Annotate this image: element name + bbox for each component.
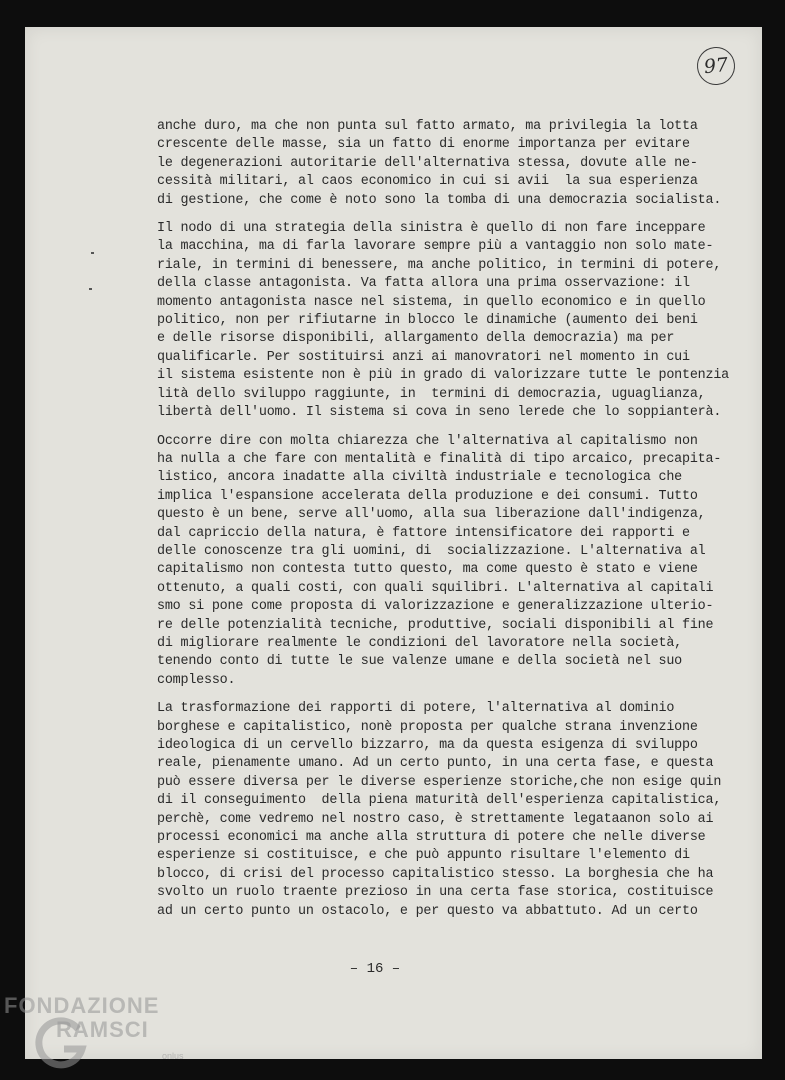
page-number: – 16 –: [349, 961, 401, 977]
text-line: blocco, di crisi del processo capitalistico stesso. La borghesia che ha: [157, 866, 714, 882]
text-line: esperienze si costituisce, e che può appunto risultare l'elemento di: [157, 848, 690, 864]
margin-mark: [89, 288, 92, 290]
text-line: tenendo conto di tutte le sue valenze umane e della società nel suo: [157, 654, 682, 670]
text-line: crescente delle masse, sia un fatto di enorme importanza per evitare: [157, 137, 690, 153]
text-line: ad un certo punto un ostacolo, e per questo va abbattuto. Ad un certo: [157, 903, 698, 919]
text-line: qualificarle. Per sostituirsi anzi ai manovratori nel momento in cui: [157, 349, 690, 365]
margin-mark: [91, 252, 94, 254]
text-line: questo è un bene, serve all'uomo, alla sua liberazione dall'indigenza,: [157, 507, 706, 523]
text-line: politico, non per rifiutarne in blocco le dinamiche (aumento dei beni: [157, 313, 698, 329]
text-line: di gestione, che come è noto sono la tomba di una democrazia socialista.: [157, 192, 722, 208]
watermark-small: onlus: [162, 1051, 184, 1061]
text-line: dal capriccio della natura, è fattore intensificatore dei rapporti e: [157, 525, 690, 541]
text-line: ideologica di un cervello bizzarro, ma da questa esigenza di sviluppo: [157, 738, 698, 753]
text-line: re delle potenzialità tecniche, produttive, sociali disponibili al fine: [157, 617, 714, 633]
text-line: borghese e capitalistico, nonè proposta per qualche strana invenzione: [157, 719, 698, 735]
text-line: smo si pone come proposta di valorizzazione e generalizzazione ulterio-: [157, 599, 714, 615]
paragraph: [157, 700, 722, 921]
text-line: e delle risorse disponibili, allargamento della democrazia) ma per: [157, 331, 675, 347]
text-line: lità dello sviluppo raggiunte, in termini di democrazia, uguaglianza,: [157, 386, 706, 402]
watermark-line1: FONDAZIONE: [4, 993, 160, 1018]
text-line: reale, pienamente umano. Ad un certo punto, in una certa fase, e questa: [157, 756, 714, 772]
paragraph: [157, 220, 730, 422]
paragraph: [157, 118, 722, 210]
paragraph: [157, 433, 722, 691]
text-line: la macchina, ma di farla lavorare sempre più a vantaggio non solo mate-: [157, 239, 714, 255]
text-line: complesso.: [157, 672, 236, 688]
text-line: capitalismo non contesta tutto questo, ma come questo è stato e viene: [157, 562, 698, 578]
text-line: ottenuto, a quali costi, con quali squilibri. L'alternativa al capitali: [157, 580, 714, 596]
text-line: Il nodo di una strategia della sinistra è quello di non fare inceppare: [157, 221, 706, 237]
watermark-line2: RAMSCI: [56, 1017, 149, 1042]
text-line: Occorre dire con molta chiarezza che l'alternativa al capitalismo non: [157, 433, 698, 449]
text-line: riale, in termini di benessere, ma anche politico, in termini di potere,: [157, 257, 722, 273]
text-line: può essere diversa per le diverse esperienze storiche,che non esige quin: [157, 774, 722, 790]
text-line: La trasformazione dei rapporti di potere, l'alternativa al dominio: [157, 701, 675, 717]
folio-number: 97: [695, 45, 737, 87]
text-line: listico, ancora inadatte alla civiltà industriale e tecnologica che: [157, 470, 682, 486]
text-line: di migliorare realmente le condizioni del lavoratore nella società,: [157, 635, 682, 651]
text-line: delle conoscenze tra gli uomini, di socializzazione. L'alternativa al: [157, 543, 706, 559]
text-line: anche duro, ma che non punta sul fatto armato, ma privilegia la lotta: [157, 119, 698, 134]
text-line: libertà dell'uomo. Il sistema si cova in seno lerede che lo soppianterà.: [157, 405, 722, 421]
text-line: le degenerazioni autoritarie dell'alternativa stessa, dovute alle ne-: [157, 155, 698, 171]
text-line: processi economici ma anche alla struttura di potere che nelle diverse: [157, 830, 706, 846]
fondazione-gramsci-watermark: [4, 993, 204, 1073]
body-text: [157, 118, 730, 921]
text-line: perchè, come vedremo nel nostro caso, è strettamente legataanon solo ai: [157, 811, 714, 827]
text-line: della classe antagonista. Va fatta allora una prima osservazione: il: [157, 276, 690, 292]
text-line: momento antagonista nasce nel sistema, in quello economico e in quello: [157, 294, 706, 310]
text-line: cessità militari, al caos economico in cui si avii la sua esperienza: [157, 174, 698, 190]
text-line: ha nulla a che fare con mentalità e finalità di tipo arcaico, precapita-: [157, 451, 722, 467]
text-line: svolto un ruolo traente prezioso in una certa fase storica, costituisce: [157, 885, 714, 901]
text-line: di il conseguimento della piena maturità dell'esperienza capitalistica,: [157, 793, 722, 809]
text-line: il sistema esistente non è più in grado di valorizzare tutte le pontenzia: [157, 368, 730, 384]
text-line: implica l'espansione accelerata della produzione e dei consumi. Tutto: [157, 488, 698, 504]
